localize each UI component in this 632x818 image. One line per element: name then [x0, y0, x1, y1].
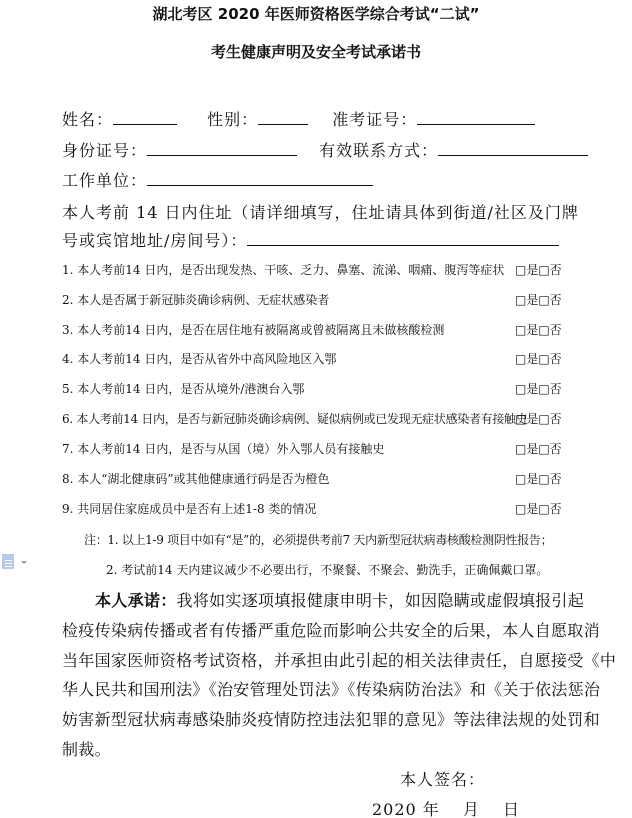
chevron-down-icon[interactable] — [21, 561, 27, 564]
yes-no-checkbox[interactable]: □是□否 — [515, 382, 562, 396]
contact-label: 有效联系方式： — [319, 141, 439, 160]
document-subtitle: 考生健康声明及安全考试承诺书 — [210, 43, 421, 61]
address-line-1: 本人考前 14 日内住址（请详细填写，住址请具体到街道/社区及门牌 — [62, 203, 579, 222]
commitment-line: 当年国家医师资格考试资格，并承担由此引起的相关法律责任，自愿接受《中 — [62, 651, 617, 670]
yes-no-checkbox[interactable]: □是□否 — [515, 263, 562, 277]
note-1: 注：1. 以上1-9 项目中如有“是”的，必须提供考前7 天内新型冠状病毒核酸检测阴性报告； — [84, 533, 553, 547]
question-item: 7. 本人考前14 日内，是否与从国（境）外入鄂人员有接触史 — [62, 442, 385, 456]
yes-no-checkbox[interactable]: □是□否 — [515, 442, 562, 456]
yes-no-checkbox[interactable]: □是□否 — [515, 323, 562, 337]
question-item: 9. 共同居住家庭成员中是否有上述1-8 类的情况 — [62, 502, 317, 516]
field-row-2 — [62, 138, 588, 161]
signature-label: 本人签名： — [400, 770, 486, 789]
question-item: 1. 本人考前14 日内，是否出现发热、干咳、乏力、鼻塞、流涕、咽痛、腹泻等症状 — [62, 263, 505, 277]
name-blank[interactable] — [113, 109, 177, 125]
commitment-line: 妨害新型冠状病毒感染肺炎疫情防控违法犯罪的意见》等法律法规的处罚和 — [62, 710, 600, 729]
question-item: 8. 本人“湖北健康码”或其他健康通行码是否为橙色 — [62, 472, 330, 486]
question-item: 5. 本人考前14 日内，是否从境外/港澳台入鄂 — [62, 382, 305, 396]
document-title: 湖北考区 2020 年医师资格医学综合考试“二试” — [152, 5, 480, 23]
commitment-line: 检疫传染病传播或者有传播严重危险而影响公共安全的后果，本人自愿取消 — [62, 621, 600, 640]
commitment-line: 制裁。 — [62, 740, 111, 759]
commitment-text: 我将如实逐项填报健康申明卡，如因隐瞒或虚假填报引起 — [176, 591, 585, 610]
commitment-line — [95, 588, 584, 611]
gender-blank[interactable] — [258, 109, 308, 125]
address-label: 号或宾馆地址/房间号）： — [62, 231, 248, 250]
contact-blank[interactable] — [438, 140, 588, 156]
question-item: 6. 本人考前14 日内，是否与新冠肺炎确诊病例、疑似病例或已发现无症状感染者有接触史 — [62, 412, 528, 426]
commitment-line: 华人民共和国刑法》《治安管理处罚法》《传染病防治法》和《关于依法惩治 — [62, 680, 601, 699]
address-line-2 — [62, 228, 559, 251]
date-label: 2020 年 月 日 — [372, 800, 520, 818]
id-card-label: 身份证号： — [62, 141, 148, 160]
note-2: 2. 考试前14 天内建议减少不必要出行，不聚餐、不聚会、勤洗手，正确佩戴口罩。 — [106, 563, 549, 577]
exam-id-label: 准考证号： — [332, 110, 418, 129]
employer-label: 工作单位： — [62, 171, 148, 190]
field-row-1 — [62, 107, 535, 130]
commitment-label: 本人承诺： — [95, 591, 177, 610]
gender-label: 性别： — [207, 110, 259, 129]
exam-id-blank[interactable] — [417, 109, 535, 125]
question-item: 4. 本人考前14 日内，是否从省外中高风险地区入鄂 — [62, 352, 337, 366]
yes-no-checkbox[interactable]: □是□否 — [515, 412, 562, 426]
employer-blank[interactable] — [147, 170, 373, 186]
field-row-3 — [62, 168, 373, 191]
id-card-blank[interactable] — [147, 140, 297, 156]
yes-no-checkbox[interactable]: □是□否 — [515, 472, 562, 486]
yes-no-checkbox[interactable]: □是□否 — [515, 502, 562, 516]
yes-no-checkbox[interactable]: □是□否 — [515, 352, 562, 366]
question-item: 2. 本人是否属于新冠肺炎确诊病例、无症状感染者 — [62, 293, 330, 307]
yes-no-checkbox[interactable]: □是□否 — [515, 293, 562, 307]
address-blank[interactable] — [247, 230, 559, 246]
name-label: 姓名： — [62, 110, 114, 129]
document-icon[interactable] — [2, 554, 14, 569]
question-item: 3. 本人考前14 日内，是否在居住地有被隔离或曾被隔离且未做核酸检测 — [62, 323, 445, 337]
